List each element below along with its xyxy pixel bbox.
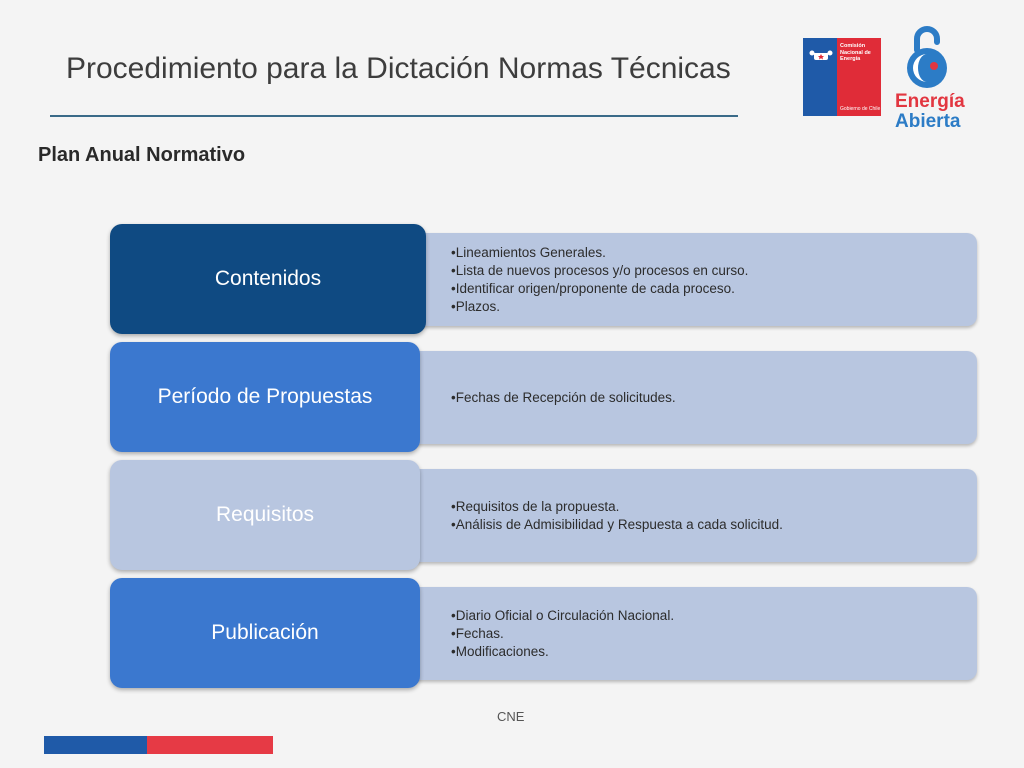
step-bullet: • Plazos. [451, 298, 748, 316]
footer-bar-blue [44, 736, 147, 754]
step-heading: Requisitos [110, 460, 420, 570]
energia-abierta-word2: Abierta [895, 111, 961, 132]
step-bullet: • Lineamientos Generales. [451, 244, 748, 262]
step-bullet: • Lista de nuevos procesos y/o procesos en curso. [451, 262, 748, 280]
step-bullet-list [451, 389, 676, 407]
step-bullet: • Modificaciones. [451, 643, 674, 661]
footer-label: CNE [497, 709, 525, 724]
footer-bar-red [147, 736, 273, 754]
step-bullet: • Análisis de Admisibilidad y Respuesta a cada solicitud. [451, 516, 783, 534]
step-details [380, 351, 977, 444]
energia-abierta-logo [892, 24, 972, 134]
slide-title: Procedimiento para la Dictación Normas Técnicas [66, 52, 731, 85]
step-bullet: • Identificar origen/proponente de cada proceso. [451, 280, 748, 298]
title-divider [50, 115, 738, 117]
step-row-periodo-de-propuestas [0, 342, 1024, 454]
step-bullet-list [451, 498, 783, 534]
cne-logo-name [840, 43, 880, 63]
step-details [380, 587, 977, 680]
step-bullet: • Fechas de Recepción de solicitudes. [451, 389, 676, 407]
step-bullet-list [451, 607, 674, 661]
step-bullet: • Diario Oficial o Circulación Nacional. [451, 607, 674, 625]
section-subtitle: Plan Anual Normativo [38, 144, 246, 166]
step-heading: Publicación [110, 578, 420, 688]
cne-logo-line: Energía [840, 56, 861, 62]
step-heading: Período de Propuestas [110, 342, 420, 452]
cne-logo [803, 38, 881, 116]
energia-abierta-word1: Energía [895, 91, 965, 112]
cne-logo-line: Nacional de [840, 49, 871, 56]
step-bullet-list [451, 244, 748, 316]
step-details [380, 469, 977, 562]
step-row-contenidos [0, 224, 1024, 336]
coat-of-arms-icon [809, 44, 833, 64]
open-lock-icon [903, 24, 951, 90]
step-bullet: • Fechas. [451, 625, 674, 643]
step-row-publicacion [0, 578, 1024, 690]
step-bullet: • Requisitos de la propuesta. [451, 498, 783, 516]
step-heading: Contenidos [110, 224, 426, 334]
cne-logo-line: Comisión [840, 43, 866, 49]
step-row-requisitos [0, 460, 1024, 572]
cne-logo-government: Gobierno de Chile [840, 106, 881, 112]
step-details [380, 233, 977, 326]
